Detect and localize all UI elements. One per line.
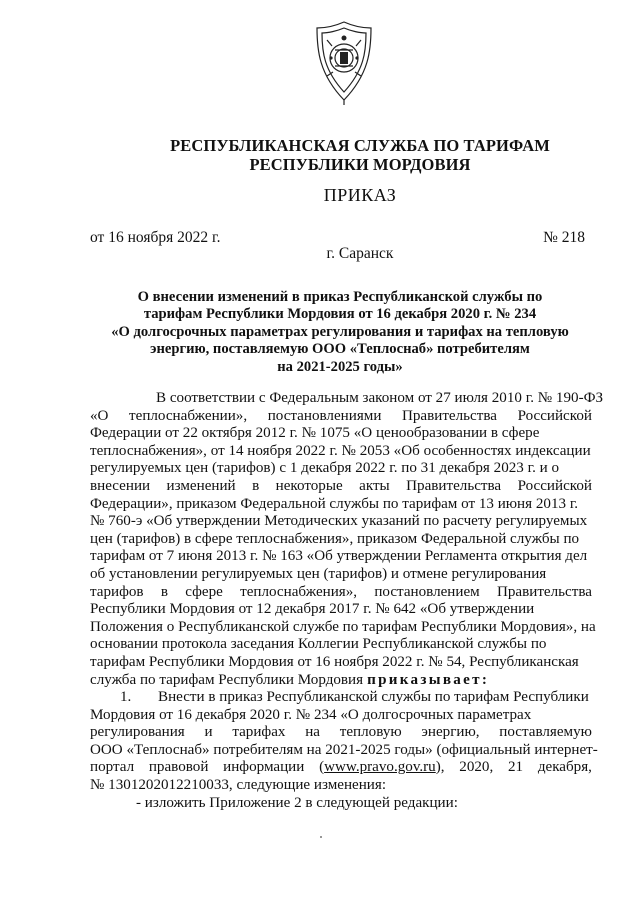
body-word: изменений bbox=[166, 477, 236, 494]
title-line: «О долгосрочных параметрах регулирования и тарифах на тепловую bbox=[111, 323, 569, 340]
body-text: цен (тарифов) в сфере теплоснабжения», приказом Федеральной службы по bbox=[90, 530, 580, 547]
body-text: тарифам от 7 июня 2013 г. № 163 «Об утверждении Регламента открытия дел bbox=[90, 548, 588, 565]
pravo-link-wrap: (www.pravo.gov.ru), bbox=[319, 759, 445, 776]
body-word: информации bbox=[223, 759, 305, 776]
item1-line bbox=[90, 707, 592, 725]
body-text: ООО «Теплоснаб» потребителям на 2021-2025 годы» (официальный интернет- bbox=[90, 741, 598, 758]
item1-line bbox=[90, 777, 592, 795]
body-word: Правительства bbox=[401, 407, 497, 424]
body-line bbox=[90, 478, 592, 496]
body-word: тарифов bbox=[90, 583, 144, 600]
body-word: портал bbox=[90, 759, 135, 776]
body-line bbox=[90, 531, 592, 549]
body-line bbox=[90, 601, 592, 619]
body-word: сфере bbox=[185, 583, 223, 600]
item-text: Внести в приказ Республиканской службы по тарифам Республики bbox=[158, 689, 589, 706]
body-line bbox=[90, 566, 592, 584]
bullet-line bbox=[90, 795, 592, 813]
body-text: Федерации», приказом Федеральной службы по тарифам от 13 июня 2013 г. bbox=[90, 495, 579, 512]
body-line bbox=[90, 636, 592, 654]
body-word: энергию, bbox=[421, 724, 480, 741]
body-text: Положения о Республиканской службе по тарифам Республики Мордовия», на bbox=[90, 618, 596, 635]
body-line bbox=[90, 425, 592, 443]
body-text: регулируемых цен (тарифов) с 1 декабря 2022 г. по 31 декабря 2023 г. и о bbox=[90, 460, 560, 477]
body-line bbox=[90, 548, 592, 566]
body-line bbox=[90, 496, 592, 514]
body-text: В соответствии с Федеральным законом от 27 июля 2010 г. № 190-ФЗ bbox=[156, 390, 604, 406]
document-date: от 16 ноября 2022 г. bbox=[90, 229, 221, 246]
body-word: поставляемую bbox=[499, 724, 592, 741]
document-type: ПРИКАЗ bbox=[323, 185, 397, 205]
body-text: об установлении регулируемых цен (тарифов) и отмене регулирования bbox=[90, 565, 547, 582]
item1-line bbox=[90, 759, 592, 777]
body-word: тепловую bbox=[339, 724, 402, 741]
body-word: теплоснабжения», bbox=[240, 583, 358, 600]
body-text: Федерации от 22 октября 2012 г. № 1075 «О ценообразовании в сфере bbox=[90, 425, 540, 442]
body-line bbox=[90, 443, 592, 461]
body-word: 21 bbox=[507, 759, 524, 776]
body-word: постановлениями bbox=[267, 407, 382, 424]
body-line bbox=[90, 513, 592, 531]
body-text: тарифам Республики Мордовия от 16 ноября 2022 г. № 54, Республиканская bbox=[90, 653, 579, 670]
body-word: акты bbox=[359, 477, 390, 494]
body-line bbox=[90, 618, 596, 637]
body-text: № 760-э «Об утверждении Методических указаний по расчету регулируемых bbox=[90, 513, 588, 530]
document-number: № 218 bbox=[543, 229, 585, 246]
body-line bbox=[90, 584, 592, 602]
body-word: на bbox=[305, 724, 320, 741]
order-word: приказывает: bbox=[367, 671, 490, 688]
body-text: Мордовия от 16 декабря 2020 г. № 234 «О долгосрочных параметрах bbox=[90, 706, 532, 723]
body-text: служба по тарифам Республики Мордовия bbox=[90, 671, 364, 688]
organization-name-line1: РЕСПУБЛИКАНСКАЯ СЛУЖБА ПО ТАРИФАМ bbox=[170, 136, 550, 155]
organization-name-line2: РЕСПУБЛИКИ МОРДОВИЯ bbox=[249, 155, 471, 174]
body-word: внесении bbox=[90, 477, 151, 494]
body-line bbox=[90, 654, 592, 672]
body-word: Российской bbox=[517, 477, 592, 494]
title-line: тарифам Республики Мордовия от 16 декабря 2020 г. № 234 bbox=[143, 306, 537, 323]
body-word: Правительства bbox=[406, 477, 502, 494]
body-word: 2020, bbox=[459, 759, 494, 776]
body-text: основании протокола заседания Коллегии Республиканской службы по bbox=[90, 636, 547, 653]
item1-line bbox=[90, 689, 592, 707]
body-line bbox=[90, 390, 604, 408]
bullet-text: - изложить Приложение 2 в следующей редакции: bbox=[136, 794, 458, 811]
body-word: и bbox=[204, 724, 213, 741]
body-word: «О bbox=[90, 407, 109, 424]
pravo-gov-link[interactable]: www.pravo.gov.ru bbox=[324, 759, 436, 776]
title-line: О внесении изменений в приказ Республиканской службы по bbox=[137, 289, 543, 305]
body-word: в bbox=[160, 583, 168, 600]
body-line bbox=[90, 408, 592, 426]
body-word: теплоснабжении», bbox=[129, 407, 248, 424]
scan-speck bbox=[320, 836, 322, 838]
body-word: декабря, bbox=[537, 759, 592, 776]
body-word: Российской bbox=[517, 407, 592, 424]
title-line: энергию, поставляемую ООО «Теплоснаб» потребителям bbox=[150, 341, 530, 358]
item1-line bbox=[90, 724, 592, 742]
body-word: постановлением bbox=[374, 583, 480, 600]
item-number: 1. bbox=[120, 689, 132, 706]
body-word: в bbox=[252, 477, 260, 494]
body-word: некоторые bbox=[275, 477, 343, 494]
body-text: Республики Мордовия от 12 декабря 2017 г. № 642 «Об утверждении bbox=[90, 601, 535, 618]
body-word: правовой bbox=[148, 759, 209, 776]
coat-of-arms-emblem bbox=[313, 20, 375, 106]
document-city: г. Саранск bbox=[326, 245, 394, 262]
item1-line bbox=[90, 741, 598, 760]
body-word: Правительства bbox=[496, 583, 592, 600]
document-body bbox=[90, 390, 604, 812]
body-word: регулирования bbox=[90, 724, 185, 741]
body-word: тарифах bbox=[232, 724, 286, 741]
document-title bbox=[90, 289, 590, 376]
body-line bbox=[90, 672, 592, 690]
body-text: № 1301202012210033, следующие изменения: bbox=[90, 777, 387, 794]
body-line bbox=[90, 460, 592, 478]
title-line: на 2021-2025 годы» bbox=[277, 358, 403, 375]
body-text: теплоснабжения», от 14 ноября 2022 г. № 2053 «Об особенностях индексации bbox=[90, 442, 591, 459]
